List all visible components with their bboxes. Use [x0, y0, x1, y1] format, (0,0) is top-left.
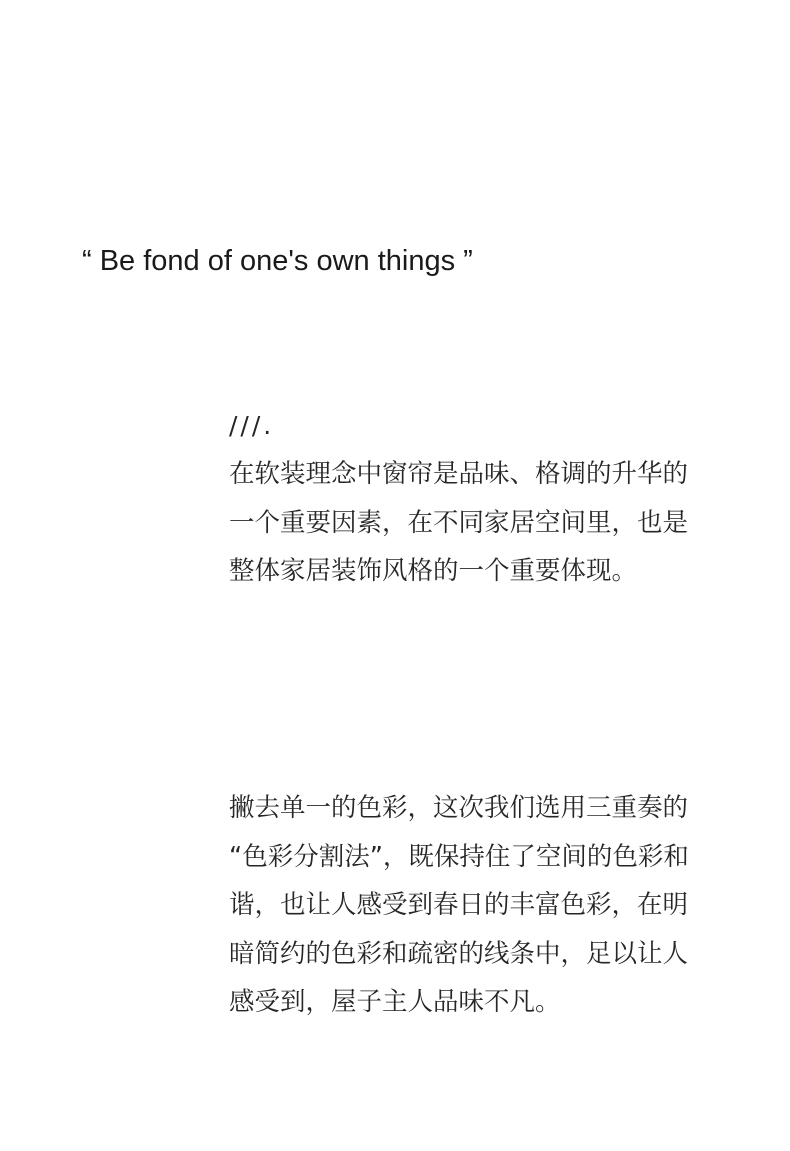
section-marker: ///.: [229, 411, 275, 440]
paragraph-color-method: 撇去单一的色彩，这次我们选用三重奏的 “色彩分割法”，既保持住了空间的色彩和谐，也让人感受到春日的丰富色彩，在明暗简约的色彩和疏密的线条中，足以让人感受到，屋子主人品味不凡。: [229, 793, 689, 1017]
paragraph-curtain-concept: 在软装理念中窗帘是品味、格调的升华的一个重要因素，在不同家居空间里，也是整体家居装饰风格的一个重要体现。: [229, 459, 689, 586]
quote-heading: “ Be fond of one's own things ”: [82, 245, 473, 277]
